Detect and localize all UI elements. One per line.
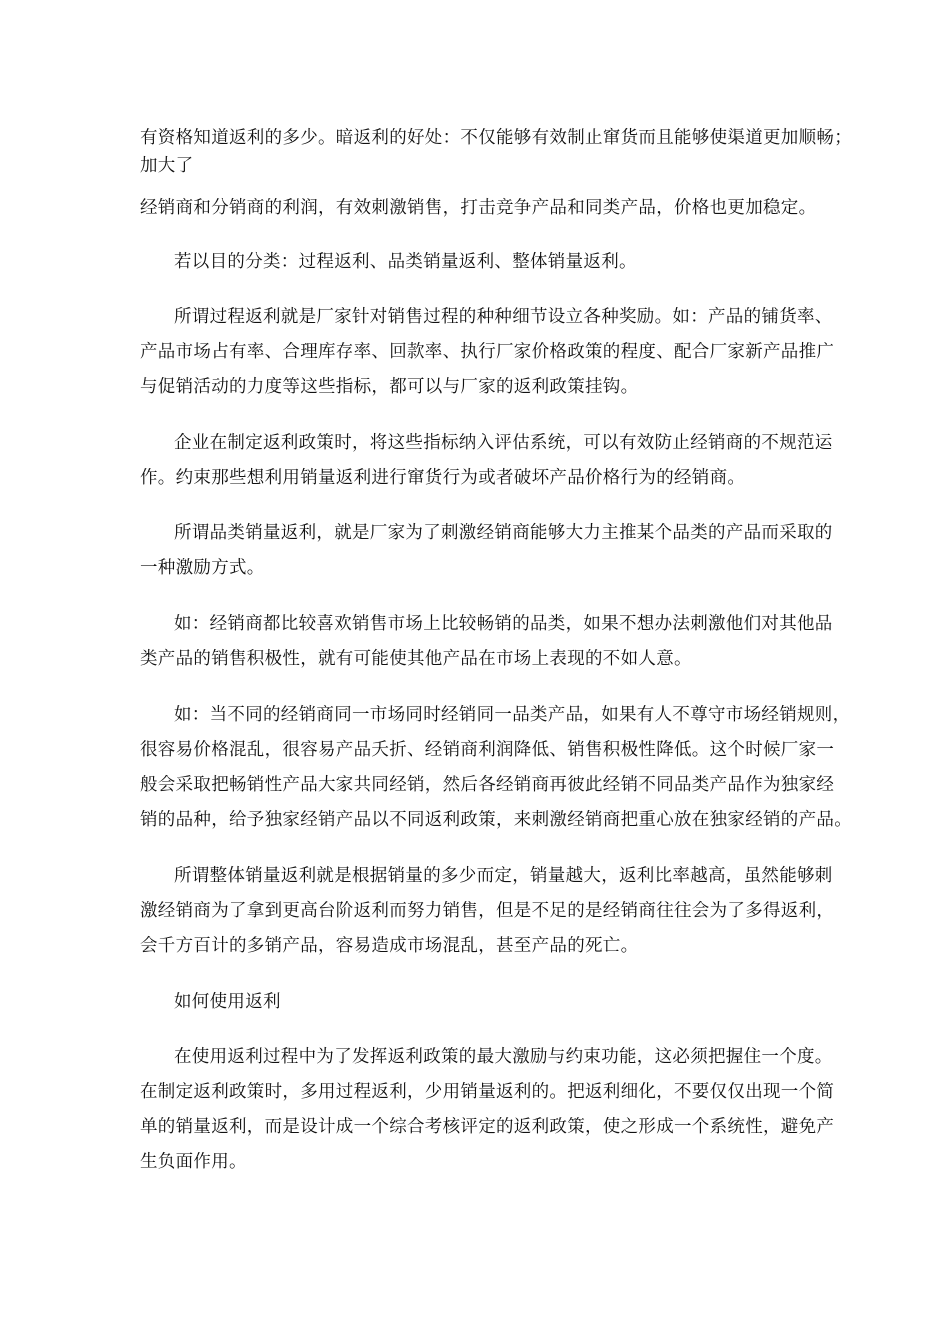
paragraph-first-line: 如：当不同的经销商同一市场同时经销同一品类产品，如果有人不尊守市场经销规则，: [174, 705, 851, 725]
text-line: 很容易价格混乱，很容易产品夭折、经销商利润降低、销售积极性降低。这个时候厂家一: [140, 740, 835, 760]
text-line: 会千方百计的多销产品，容易造成市场混乱，甚至产品的死亡。: [140, 936, 639, 956]
text-line: 经销商和分销商的利润，有效刺激销售，打击竞争产品和同类产品，价格也更加稳定。: [140, 198, 817, 218]
text-line: 有资格知道返利的多少。暗返利的好处：不仅能够有效制止窜货而且能够使渠道更加顺畅；: [140, 128, 852, 148]
text-line: 一种激励方式。: [140, 558, 265, 578]
text-line: 加大了: [140, 156, 194, 176]
paragraph-first-line: 在使用返利过程中为了发挥返利政策的最大激励与约束功能，这必须把握住一个度。: [174, 1047, 833, 1067]
text-line: 激经销商为了拿到更高台阶返利而努力销售，但是不足的是经销商往往会为了多得返利，: [140, 901, 835, 921]
paragraph-first-line: 所谓品类销量返利，就是厂家为了刺激经销商能够大力主推某个品类的产品而采取的: [174, 523, 833, 543]
text-line: 在制定返利政策时，多用过程返利，少用销量返利的。把返利细化，不要仅仅出现一个简: [140, 1082, 835, 1102]
paragraph-first-line: 企业在制定返利政策时，将这些指标纳入评估系统，可以有效防止经销商的不规范运: [174, 433, 833, 453]
text-line: 作。约束那些想利用销量返利进行窜货行为或者破坏产品价格行为的经销商。: [140, 468, 746, 488]
paragraph-first-line: 若以目的分类：过程返利、品类销量返利、整体销量返利。: [174, 252, 637, 272]
text-line: 销的品种，给予独家经销产品以不同返利政策，来刺激经销商把重心放在独家经销的产品。: [140, 810, 852, 830]
paragraph-first-line: 所谓整体销量返利就是根据销量的多少而定，销量越大，返利比率越高，虽然能够刺: [174, 866, 833, 886]
paragraph-first-line: 如：经销商都比较喜欢销售市场上比较畅销的品类，如果不想办法刺激他们对其他品: [174, 614, 833, 634]
text-line: 般会采取把畅销性产品大家共同经销，然后各经销商再彼此经销不同品类产品作为独家经: [140, 775, 835, 795]
paragraph-first-line: 所谓过程返利就是厂家针对销售过程的种种细节设立各种奖励。如：产品的铺货率、: [174, 307, 833, 327]
text-line: 生负面作用。: [140, 1152, 247, 1172]
text-line: 类产品的销售积极性，就有可能使其他产品在市场上表现的不如人意。: [140, 649, 692, 669]
text-line: 产品市场占有率、合理库存率、回款率、执行厂家价格政策的程度、配合厂家新产品推广: [140, 342, 835, 362]
section-heading: 如何使用返利: [174, 992, 281, 1012]
text-line: 与促销活动的力度等这些指标，都可以与厂家的返利政策挂钩。: [140, 377, 639, 397]
text-line: 单的销量返利，而是设计成一个综合考核评定的返利政策，使之形成一个系统性，避免产: [140, 1117, 835, 1137]
